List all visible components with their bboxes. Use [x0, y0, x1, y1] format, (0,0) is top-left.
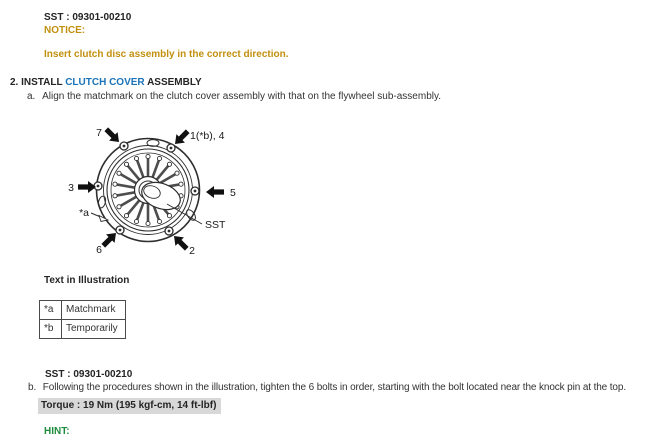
bolt-5	[191, 187, 199, 195]
spring-rivet	[157, 219, 161, 223]
spring-finger	[152, 159, 159, 178]
table-row	[40, 320, 126, 339]
torque-spec-row	[38, 398, 221, 414]
spring-finger	[137, 159, 144, 178]
bolt-2	[165, 227, 173, 235]
bolt-6	[116, 226, 124, 234]
legend-value-a: Matchmark	[62, 301, 126, 320]
torque-spec: Torque : 19 Nm (195 kgf-cm, 14 ft-lbf)	[38, 398, 221, 414]
arrow-3-icon	[78, 181, 96, 193]
step-2-assembly: ASSEMBLY	[147, 77, 202, 88]
step-2a-text: Align the matchmark on the clutch cover assembly with that on the flywheel sub-assembly.	[42, 91, 442, 102]
step-2-heading	[10, 77, 202, 89]
spring-rivet	[124, 162, 128, 166]
spring-rivet	[113, 194, 117, 198]
callout-label-7: 7	[96, 127, 102, 139]
spring-rivet	[167, 162, 171, 166]
callout-label-a: *a	[79, 207, 89, 219]
spring-rivet	[117, 171, 121, 175]
spring-rivet	[134, 219, 138, 223]
bolt-3	[94, 182, 102, 190]
spring-finger	[115, 184, 135, 188]
spring-rivet	[175, 171, 179, 175]
notice-label: NOTICE:	[44, 25, 86, 36]
spring-rivet	[146, 221, 150, 225]
table-row	[40, 301, 126, 320]
callout-label-sst: SST	[205, 219, 226, 231]
spring-finger	[137, 202, 144, 221]
callout-label-2: 2	[189, 245, 195, 257]
spring-rivet	[167, 214, 171, 218]
step-2b	[28, 382, 626, 394]
callout-label-6: 6	[96, 244, 102, 256]
callout-label-1-4: 1(*b), 4	[190, 130, 225, 142]
legend-value-b: Temporarily	[62, 320, 126, 339]
spring-rivet	[179, 182, 183, 186]
arrow-7-icon	[102, 125, 123, 146]
step-2b-letter: b.	[28, 382, 37, 393]
bolt-1-4	[167, 144, 175, 152]
callout-label-5: 5	[230, 187, 236, 199]
legend-key-b: *b	[40, 320, 62, 339]
spring-finger	[115, 192, 135, 196]
spring-rivet	[157, 156, 161, 160]
notice-body: Insert clutch disc assembly in the correct direction.	[44, 49, 289, 60]
spring-rivet	[117, 205, 121, 209]
bolt-7	[120, 142, 128, 150]
spring-rivet	[134, 156, 138, 160]
figure-caption: Text in Illustration	[44, 275, 130, 286]
step-2b-text: Following the procedures shown in the illustration, tighten the 6 bolts in order, starting with the bolt located near the knock pin at the top.	[42, 382, 626, 393]
arrow-5-icon	[206, 186, 224, 198]
legend-key-a: *a	[40, 301, 62, 320]
callout-label-3: 3	[68, 182, 74, 194]
hint-label: HINT:	[44, 426, 70, 437]
clutch-cover-illustration	[58, 112, 308, 272]
legend-table	[39, 300, 126, 339]
clutch-cover-link[interactable]: CLUTCH COVER	[65, 77, 145, 88]
step-2a-letter: a.	[27, 91, 36, 102]
spring-rivet	[124, 214, 128, 218]
step-2a	[27, 91, 441, 103]
step-2-install: INSTALL	[21, 77, 63, 88]
sst-spec-top: SST : 09301-00210	[44, 12, 132, 23]
spring-rivet	[146, 154, 150, 158]
spring-rivet	[113, 182, 117, 186]
sst-spec-bottom: SST : 09301-00210	[45, 369, 133, 380]
step-2-number: 2.	[10, 77, 19, 88]
